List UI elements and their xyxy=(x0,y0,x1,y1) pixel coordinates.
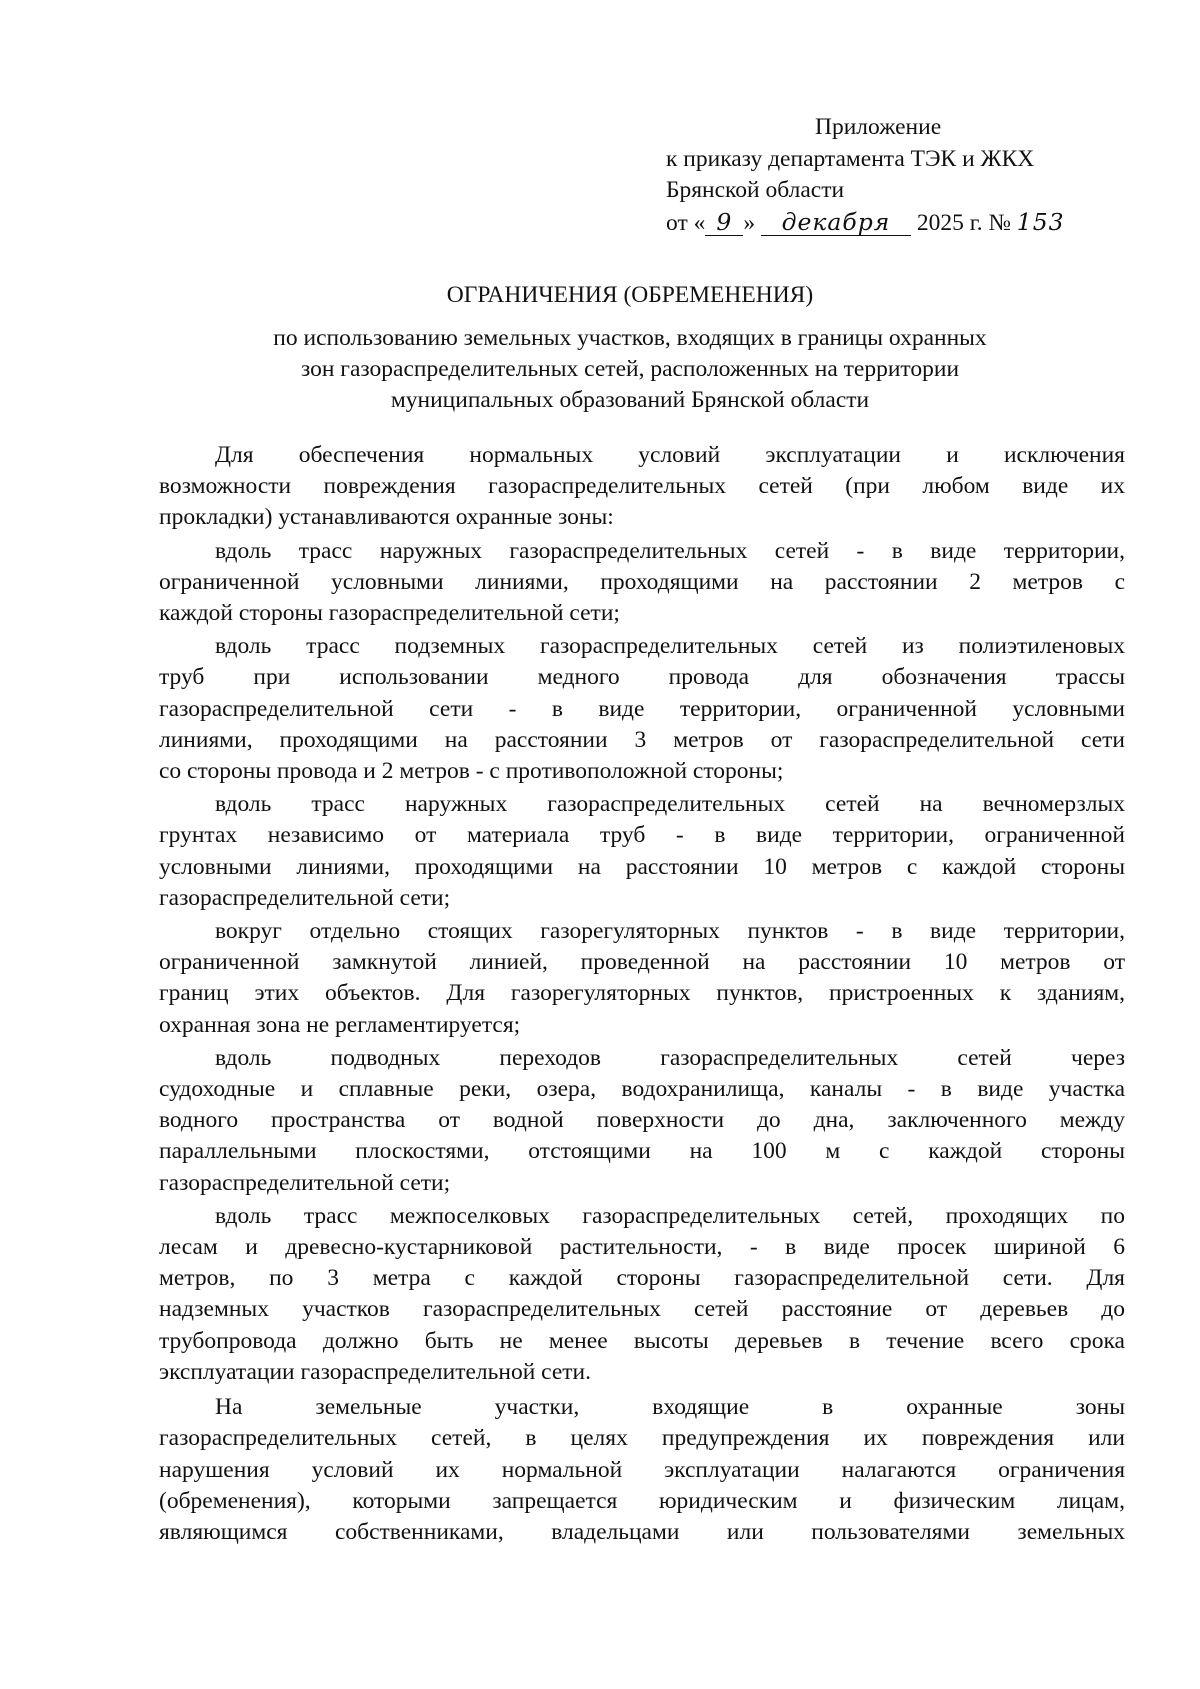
region-name: Брянской области xyxy=(666,177,845,203)
text-line: возможности повреждения газораспределительных сетей (при любом виде их xyxy=(159,473,1125,500)
document-title xyxy=(150,280,1110,416)
text-line: вокруг отдельно стоящих газорегуляторных пунктов - в виде территории, xyxy=(215,918,1125,945)
text-line: На земельные участки, входящие в охранные зоны xyxy=(215,1394,1125,1421)
text-line: труб при использовании медного провода для обозначения трассы xyxy=(159,664,1125,691)
text-line: (обременения), которыми запрещается юридическим и физическим лицам, xyxy=(159,1487,1125,1514)
title-subtitle-line-3: муниципальных образований Брянской области xyxy=(390,387,870,413)
paragraph xyxy=(159,440,1125,534)
text-line: вдоль трасс наружных газораспределительных сетей на вечномерзлых xyxy=(215,791,1125,818)
order-reference: к приказу департамента ТЭК и ЖКХ xyxy=(666,145,1035,172)
text-line: ограниченной замкнутой линией, проведенной на расстоянии 10 метров от xyxy=(159,949,1125,976)
text-line: лесам и древесно-кустарниковой растительности, - в виде просек шириной 6 xyxy=(159,1234,1125,1261)
text-line: грунтах независимо от материала труб - в виде территории, ограниченной xyxy=(159,822,1125,849)
title-main: ОГРАНИЧЕНИЯ (ОБРЕМЕНЕНИЯ) xyxy=(446,282,814,308)
text-line: прокладки) устанавливаются охранные зоны: xyxy=(159,504,614,531)
appendix-label: Приложение xyxy=(815,114,942,140)
text-line: нарушения условий их нормальной эксплуатации налагаются ограничения xyxy=(159,1456,1125,1483)
title-subtitle-line-1: по использованию земельных участков, входящих в границы охранных xyxy=(273,325,987,351)
text-line: газораспределительной сети; xyxy=(159,884,451,911)
date-prefix: от « xyxy=(666,209,706,236)
order-year-number-label: 2025 г. № xyxy=(916,209,1011,236)
text-line: метров, по 3 метра с каждой стороны газораспределительной сети. Для xyxy=(159,1265,1125,1292)
paragraph xyxy=(159,789,1125,914)
text-line: судоходные и сплавные реки, озера, водохранилища, каналы - в виде участка xyxy=(159,1076,1125,1103)
text-line: эксплуатации газораспределительной сети. xyxy=(159,1358,592,1385)
text-line: вдоль трасс межпоселковых газораспределительных сетей, проходящих по xyxy=(215,1202,1125,1229)
paragraph xyxy=(159,916,1125,1041)
text-line: вдоль трасс подземных газораспределительных сетей из полиэтиленовых xyxy=(215,633,1125,660)
appendix-header xyxy=(666,112,1065,239)
text-line: линиями, проходящими на расстоянии 3 метров от газораспределительной сети xyxy=(159,726,1125,753)
text-line: трубопровода должно быть не менее высоты деревьев в течение всего срока xyxy=(159,1327,1125,1354)
text-line: газораспределительной сети - в виде территории, ограниченной условными xyxy=(159,695,1125,722)
order-day: 9 xyxy=(705,209,743,236)
paragraph xyxy=(159,631,1125,787)
text-line: газораспределительных сетей, в целях предупреждения их повреждения или xyxy=(159,1425,1125,1452)
text-line: газораспределительной сети; xyxy=(159,1169,451,1196)
paragraph xyxy=(159,1201,1125,1388)
text-line: параллельными плоскостями, отстоящими на 100 м с каждой стороны xyxy=(159,1138,1125,1165)
paragraph xyxy=(159,536,1125,630)
text-line: надземных участков газораспределительных сетей расстояние от деревьев до xyxy=(159,1296,1125,1323)
title-subtitle-line-2: зон газораспределительных сетей, расположенных на территории xyxy=(300,356,960,382)
text-line: со стороны провода и 2 метров - с противоположной стороны; xyxy=(159,758,784,785)
text-line: ограниченной условными линиями, проходящими на расстоянии 2 метров с xyxy=(159,568,1125,595)
text-line: водного пространства от водной поверхности до дна, заключенного между xyxy=(159,1107,1125,1134)
date-close-quote: » xyxy=(743,209,756,236)
order-number: 153 xyxy=(1016,207,1065,236)
text-line: охранная зона не регламентируется; xyxy=(159,1011,521,1038)
text-line: границ этих объектов. Для газорегуляторных пунктов, пристроенных к зданиям, xyxy=(159,980,1125,1007)
order-month: декабря xyxy=(761,209,911,236)
text-line: вдоль трасс наружных газораспределительных сетей - в виде территории, xyxy=(215,537,1125,564)
paragraph xyxy=(159,1043,1125,1199)
text-line: вдоль подводных переходов газораспределительных сетей через xyxy=(215,1044,1125,1071)
text-line: являющимся собственниками, владельцами или пользователями земельных xyxy=(159,1518,1125,1545)
text-line: Для обеспечения нормальных условий эксплуатации и исключения xyxy=(215,442,1125,468)
document-body xyxy=(159,440,1125,1548)
paragraph xyxy=(159,1392,1125,1548)
text-line: условными линиями, проходящими на расстоянии 10 метров с каждой стороны xyxy=(159,853,1125,880)
text-line: каждой стороны газораспределительной сети; xyxy=(159,600,620,627)
order-date-line xyxy=(666,207,1065,240)
